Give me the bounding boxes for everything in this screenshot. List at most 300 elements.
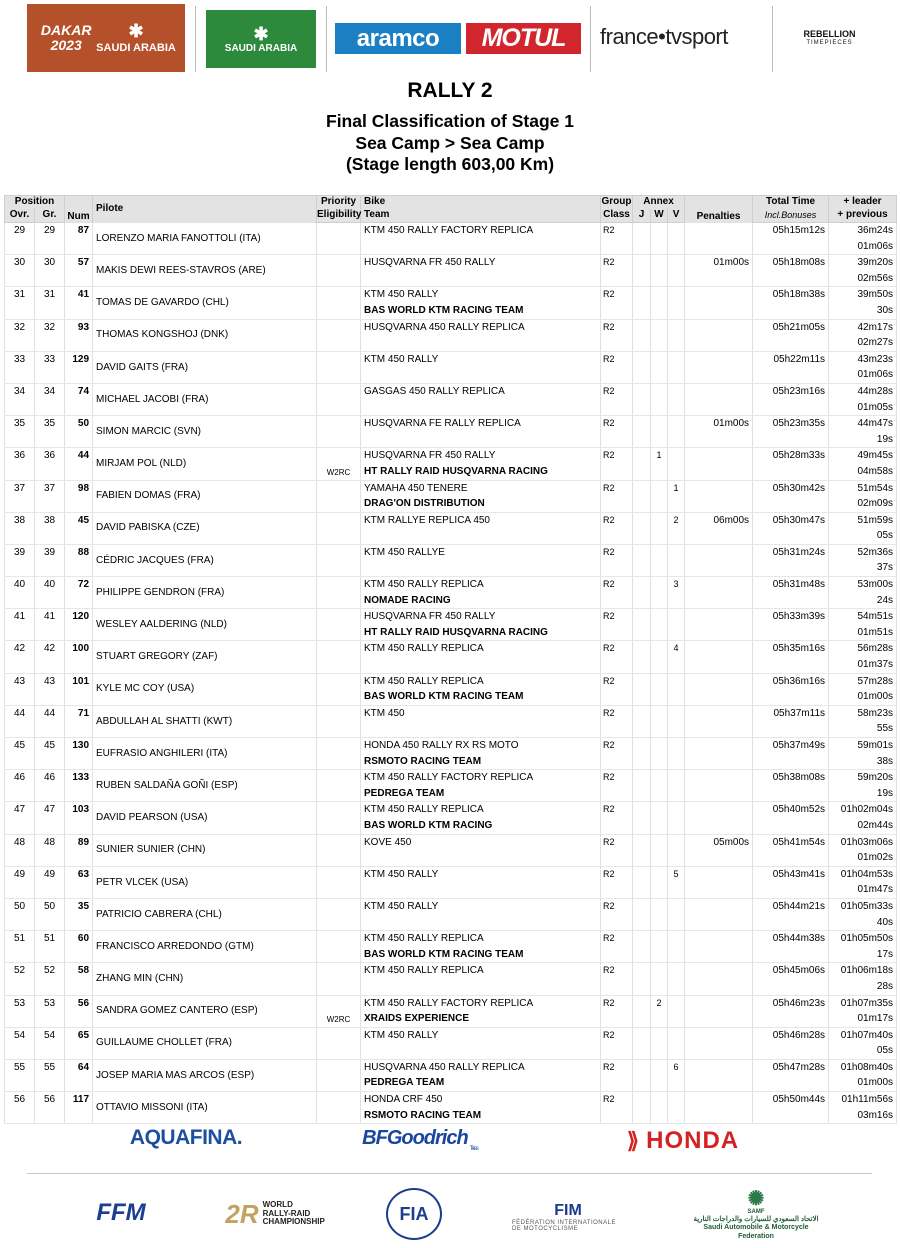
- motul-logo: MOTUL: [466, 23, 581, 54]
- cell-num: 129: [65, 351, 93, 383]
- cell-num: 64: [65, 1059, 93, 1091]
- cell-gr: 46: [35, 770, 65, 802]
- bike-label: KTM 450 RALLY: [364, 289, 439, 301]
- cell-annex-w: [651, 931, 668, 963]
- cell-annex-v: 6: [668, 1059, 685, 1091]
- bike-label: KTM 450 RALLY REPLICA: [364, 965, 484, 977]
- cell-bike-team: [361, 1027, 601, 1059]
- gap-previous: 01m17s: [857, 1013, 894, 1025]
- cell-group: R2: [601, 287, 633, 319]
- gap-previous: 04m58s: [857, 465, 894, 477]
- cell-eligibility: [317, 1092, 361, 1124]
- team-label: BAS WORLD KTM RACING TEAM: [364, 948, 524, 960]
- cell-pilot: FRANCISCO ARREDONDO (GTM): [93, 931, 317, 963]
- gap-previous: 01m06s: [857, 240, 894, 252]
- cell-annex-v: [668, 705, 685, 737]
- logo-divider: [195, 6, 196, 72]
- cell-leader-previous: [829, 1059, 897, 1091]
- col-team: Team: [361, 209, 601, 223]
- table-row: [5, 416, 897, 448]
- cell-annex-w: 1: [651, 448, 668, 480]
- cell-gr: 44: [35, 705, 65, 737]
- cell-bike-team: [361, 512, 601, 544]
- cell-annex-w: [651, 223, 668, 255]
- cell-ovr: 52: [5, 963, 35, 995]
- cell-leader-previous: [829, 898, 897, 930]
- logo-divider: [590, 6, 591, 72]
- cell-num: 41: [65, 287, 93, 319]
- cell-pilot: MICHAEL JACOBI (FRA): [93, 383, 317, 415]
- bike-label: KTM 450 RALLY FACTORY REPLICA: [364, 997, 534, 1009]
- cell-num: 98: [65, 480, 93, 512]
- cell-annex-v: [668, 448, 685, 480]
- cell-bike-team: [361, 1059, 601, 1091]
- cell-eligibility: [317, 512, 361, 544]
- bike-label: KTM 450 RALLY: [364, 353, 439, 365]
- cell-total-time: 05h23m16s: [753, 383, 829, 415]
- cell-ovr: 47: [5, 802, 35, 834]
- table-row: [5, 287, 897, 319]
- cell-pilot: DAVID PABISKA (CZE): [93, 512, 317, 544]
- cell-eligibility: [317, 255, 361, 287]
- gap-previous: 01m05s: [857, 401, 894, 413]
- cell-penalties: [685, 383, 753, 415]
- bike-label: KTM 450 RALLYE: [364, 546, 445, 558]
- gap-leader: 44m47s: [857, 418, 894, 430]
- cell-pilot: GUILLAUME CHOLLET (FRA): [93, 1027, 317, 1059]
- cell-annex-j: [633, 480, 651, 512]
- cell-pilot: PATRICIO CABRERA (CHL): [93, 898, 317, 930]
- cell-num: 93: [65, 319, 93, 351]
- col-gr: Gr.: [35, 209, 65, 223]
- gap-previous: 30s: [876, 304, 894, 316]
- gap-previous: 02m44s: [857, 819, 894, 831]
- cell-penalties: [685, 866, 753, 898]
- team-label: BAS WORLD KTM RACING TEAM: [364, 304, 524, 316]
- cell-eligibility: [317, 898, 361, 930]
- cell-pilot: MIRJAM POL (NLD): [93, 448, 317, 480]
- table-row: [5, 480, 897, 512]
- gap-previous: 24s: [876, 594, 894, 606]
- cell-penalties: [685, 287, 753, 319]
- cell-eligibility: [317, 544, 361, 576]
- cell-group: R2: [601, 898, 633, 930]
- gap-leader: 42m17s: [857, 321, 894, 333]
- cell-leader-previous: [829, 834, 897, 866]
- gap-leader: 58m23s: [857, 707, 894, 719]
- cell-bike-team: [361, 641, 601, 673]
- bike-label: HUSQVARNA 450 RALLY REPLICA: [364, 1061, 525, 1073]
- palm-swords-icon: ✱: [128, 20, 144, 41]
- cell-total-time: 05h47m28s: [753, 1059, 829, 1091]
- cell-group: R2: [601, 512, 633, 544]
- gap-leader: 49m45s: [857, 450, 894, 462]
- cell-annex-j: [633, 738, 651, 770]
- bike-label: KTM 450 RALLY REPLICA: [364, 804, 484, 816]
- cell-annex-v: [668, 416, 685, 448]
- cell-gr: 52: [35, 963, 65, 995]
- gap-leader: 01h02m04s: [840, 804, 894, 816]
- cell-gr: 43: [35, 673, 65, 705]
- cell-ovr: 56: [5, 1092, 35, 1124]
- cell-eligibility: [317, 802, 361, 834]
- cell-pilot: FABIEN DOMAS (FRA): [93, 480, 317, 512]
- classification-table: [4, 195, 897, 1124]
- cell-num: 58: [65, 963, 93, 995]
- cell-total-time: 05h30m47s: [753, 512, 829, 544]
- table-row: [5, 802, 897, 834]
- gap-previous: 01m37s: [857, 659, 894, 671]
- cell-ovr: 30: [5, 255, 35, 287]
- cell-total-time: 05h43m41s: [753, 866, 829, 898]
- cell-bike-team: [361, 319, 601, 351]
- bike-label: KTM RALLYE REPLICA 450: [364, 514, 490, 526]
- cell-pilot: JOSEP MARIA MAS ARCOS (ESP): [93, 1059, 317, 1091]
- gap-previous: 01m02s: [857, 852, 894, 864]
- team-label: PEDREGA TEAM: [364, 787, 445, 799]
- table-body: [5, 223, 897, 1124]
- gap-previous: 40s: [876, 916, 894, 928]
- cell-eligibility: [317, 223, 361, 255]
- cell-penalties: [685, 770, 753, 802]
- cell-ovr: 50: [5, 898, 35, 930]
- cell-leader-previous: [829, 802, 897, 834]
- cell-num: 89: [65, 834, 93, 866]
- cell-penalties: [685, 351, 753, 383]
- cell-total-time: 05h21m05s: [753, 319, 829, 351]
- cell-leader-previous: [829, 1092, 897, 1124]
- bike-label: KTM 450: [364, 707, 405, 719]
- team-label: BAS WORLD KTM RACING: [364, 819, 493, 831]
- cell-annex-v: [668, 673, 685, 705]
- aramco-logo: aramco: [335, 23, 461, 54]
- cell-total-time: 05h31m24s: [753, 544, 829, 576]
- gap-previous: 17s: [876, 948, 894, 960]
- cell-eligibility: [317, 1027, 361, 1059]
- cell-num: 71: [65, 705, 93, 737]
- cell-pilot: PETR VLCEK (USA): [93, 866, 317, 898]
- col-w: W: [651, 209, 668, 223]
- cell-gr: 48: [35, 834, 65, 866]
- cell-pilot: MAKIS DEWI REES-STAVROS (ARE): [93, 255, 317, 287]
- team-label: RSMOTO RACING TEAM: [364, 1109, 482, 1121]
- cell-annex-v: [668, 802, 685, 834]
- cell-ovr: 29: [5, 223, 35, 255]
- cell-group: R2: [601, 577, 633, 609]
- gap-leader: 01h05m50s: [840, 933, 894, 945]
- col-class: Class: [601, 209, 633, 223]
- samf-seal-icon: ✺: [747, 1187, 765, 1210]
- cell-group: R2: [601, 995, 633, 1027]
- cell-eligibility: [317, 738, 361, 770]
- gap-previous: 37s: [876, 562, 894, 574]
- col-total-time: Total Time: [753, 196, 829, 209]
- cell-penalties: [685, 738, 753, 770]
- cell-bike-team: [361, 609, 601, 641]
- cell-bike-team: [361, 705, 601, 737]
- gap-previous: 01m06s: [857, 369, 894, 381]
- cell-penalties: [685, 931, 753, 963]
- table-row: [5, 770, 897, 802]
- team-label: XRAIDS EXPERIENCE: [364, 1013, 470, 1025]
- dakar-saudi-arabia-logo: [27, 4, 185, 72]
- cell-bike-team: [361, 416, 601, 448]
- title-block: [0, 78, 900, 176]
- cell-penalties: [685, 641, 753, 673]
- cell-annex-w: [651, 1092, 668, 1124]
- bike-label: KTM 450 RALLY REPLICA: [364, 933, 484, 945]
- cell-pilot: SUNIER SUNIER (CHN): [93, 834, 317, 866]
- cell-annex-j: [633, 512, 651, 544]
- team-label: HT RALLY RAID HUSQVARNA RACING: [364, 626, 548, 638]
- cell-penalties: [685, 544, 753, 576]
- cell-ovr: 43: [5, 673, 35, 705]
- gap-leader: 01h07m35s: [840, 997, 894, 1009]
- table-row: [5, 544, 897, 576]
- cell-annex-v: [668, 383, 685, 415]
- cell-ovr: 40: [5, 577, 35, 609]
- cell-gr: 33: [35, 351, 65, 383]
- bike-label: HUSQVARNA FR 450 RALLY: [364, 450, 496, 462]
- gap-previous: 05s: [876, 530, 894, 542]
- cell-pilot: OTTAVIO MISSONI (ITA): [93, 1092, 317, 1124]
- cell-eligibility: [317, 351, 361, 383]
- cell-group: R2: [601, 1027, 633, 1059]
- cell-num: 103: [65, 802, 93, 834]
- cell-annex-j: [633, 770, 651, 802]
- gap-leader: 01h04m53s: [840, 868, 894, 880]
- cell-group: R2: [601, 319, 633, 351]
- gap-previous: 02m56s: [857, 272, 894, 284]
- cell-annex-j: [633, 609, 651, 641]
- cell-total-time: 05h15m12s: [753, 223, 829, 255]
- samf-logo: ✺ SAMF الاتحاد السعودي للسيارات والدراجات النارية Saudi Automobile & Motorcycle Federation: [693, 1187, 819, 1240]
- gap-leader: 43m23s: [857, 353, 894, 365]
- cell-annex-w: [651, 802, 668, 834]
- cell-pilot: RUBEN SALDAÑA GOÑI (ESP): [93, 770, 317, 802]
- cell-ovr: 32: [5, 319, 35, 351]
- bike-label: GASGAS 450 RALLY REPLICA: [364, 385, 505, 397]
- cell-num: 44: [65, 448, 93, 480]
- cell-num: 117: [65, 1092, 93, 1124]
- table-row: [5, 673, 897, 705]
- col-pilote: Pilote: [93, 196, 317, 223]
- cell-penalties: [685, 319, 753, 351]
- rebellion-logo: REBELLION TIMEPIECES: [803, 29, 856, 46]
- cell-annex-j: [633, 995, 651, 1027]
- gap-previous: 19s: [876, 433, 894, 445]
- cell-penalties: 06m00s: [685, 512, 753, 544]
- cell-num: 100: [65, 641, 93, 673]
- cell-group: R2: [601, 351, 633, 383]
- cell-annex-w: [651, 319, 668, 351]
- cell-leader-previous: [829, 287, 897, 319]
- gap-leader: 53m00s: [857, 579, 894, 591]
- cell-total-time: 05h30m42s: [753, 480, 829, 512]
- cell-annex-w: [651, 834, 668, 866]
- cell-eligibility: [317, 383, 361, 415]
- cell-annex-j: [633, 255, 651, 287]
- cell-total-time: 05h37m49s: [753, 738, 829, 770]
- cell-gr: 40: [35, 577, 65, 609]
- cell-ovr: 34: [5, 383, 35, 415]
- cell-num: 35: [65, 898, 93, 930]
- table-row: [5, 1059, 897, 1091]
- cell-annex-j: [633, 1059, 651, 1091]
- cell-pilot: ZHANG MIN (CHN): [93, 963, 317, 995]
- cell-bike-team: [361, 544, 601, 576]
- cell-annex-w: [651, 1059, 668, 1091]
- cell-penalties: [685, 705, 753, 737]
- cell-leader-previous: [829, 995, 897, 1027]
- cell-annex-v: 1: [668, 480, 685, 512]
- cell-group: R2: [601, 544, 633, 576]
- col-j: J: [633, 209, 651, 223]
- cell-leader-previous: [829, 673, 897, 705]
- cell-annex-v: [668, 255, 685, 287]
- cell-leader-previous: [829, 223, 897, 255]
- gap-leader: 54m51s: [857, 611, 894, 623]
- table-row: [5, 1092, 897, 1124]
- cell-penalties: [685, 1092, 753, 1124]
- bike-label: HONDA 450 RALLY RX RS MOTO: [364, 740, 519, 751]
- gap-leader: 44m28s: [857, 385, 894, 397]
- table-row: [5, 641, 897, 673]
- cell-annex-w: [651, 609, 668, 641]
- cell-num: 56: [65, 995, 93, 1027]
- cell-annex-w: [651, 255, 668, 287]
- cell-num: 87: [65, 223, 93, 255]
- cell-leader-previous: [829, 512, 897, 544]
- cell-leader-previous: [829, 319, 897, 351]
- cell-annex-w: [651, 866, 668, 898]
- cell-bike-team: [361, 738, 601, 770]
- cell-annex-j: [633, 287, 651, 319]
- cell-ovr: 49: [5, 866, 35, 898]
- table-row: [5, 963, 897, 995]
- cell-ovr: 41: [5, 609, 35, 641]
- cell-group: R2: [601, 255, 633, 287]
- col-previous: + previous: [829, 209, 897, 223]
- cell-bike-team: [361, 351, 601, 383]
- cell-leader-previous: [829, 480, 897, 512]
- cell-total-time: 05h23m35s: [753, 416, 829, 448]
- cell-annex-w: [651, 544, 668, 576]
- cell-num: 72: [65, 577, 93, 609]
- cell-total-time: 05h31m48s: [753, 577, 829, 609]
- cell-penalties: [685, 480, 753, 512]
- gap-leader: 01h06m18s: [840, 965, 894, 977]
- cell-annex-v: 5: [668, 866, 685, 898]
- cell-group: R2: [601, 448, 633, 480]
- cell-pilot: WESLEY AALDERING (NLD): [93, 609, 317, 641]
- logo-divider: [326, 6, 327, 72]
- table-row: [5, 319, 897, 351]
- cell-annex-j: [633, 223, 651, 255]
- category-title: RALLY 2: [407, 79, 493, 102]
- cell-bike-team: [361, 673, 601, 705]
- cell-annex-j: [633, 577, 651, 609]
- cell-pilot: SIMON MARCIC (SVN): [93, 416, 317, 448]
- cell-total-time: 05h18m38s: [753, 287, 829, 319]
- saudi-arabia-logo: ✱ SAUDI ARABIA: [206, 10, 316, 68]
- cell-bike-team: [361, 802, 601, 834]
- bike-label: HONDA CRF 450: [364, 1094, 443, 1106]
- cell-gr: 32: [35, 319, 65, 351]
- cell-leader-previous: [829, 738, 897, 770]
- cell-gr: 51: [35, 931, 65, 963]
- cell-annex-j: [633, 641, 651, 673]
- table-row: [5, 738, 897, 770]
- cell-penalties: 05m00s: [685, 834, 753, 866]
- cell-eligibility: [317, 931, 361, 963]
- cell-penalties: [685, 1027, 753, 1059]
- cell-pilot: ABDULLAH AL SHATTI (KWT): [93, 705, 317, 737]
- bike-label: HUSQVARNA 450 RALLY REPLICA: [364, 321, 525, 333]
- cell-annex-j: [633, 705, 651, 737]
- cell-annex-v: [668, 609, 685, 641]
- cell-gr: 45: [35, 738, 65, 770]
- cell-group: R2: [601, 1092, 633, 1124]
- cell-pilot: LORENZO MARIA FANOTTOLI (ITA): [93, 223, 317, 255]
- gap-previous: 01m00s: [857, 1077, 894, 1089]
- cell-total-time: 05h50m44s: [753, 1092, 829, 1124]
- gap-leader: 57m28s: [857, 675, 894, 687]
- gap-leader: 01h11m56s: [841, 1094, 894, 1106]
- classification-title: Final Classification of Stage 1: [326, 111, 574, 131]
- cell-annex-v: [668, 963, 685, 995]
- cell-num: 74: [65, 383, 93, 415]
- cell-leader-previous: [829, 770, 897, 802]
- cell-annex-j: [633, 963, 651, 995]
- cell-eligibility: [317, 416, 361, 448]
- cell-annex-v: [668, 898, 685, 930]
- cell-gr: 35: [35, 416, 65, 448]
- team-label: BAS WORLD KTM RACING TEAM: [364, 691, 524, 703]
- cell-ovr: 35: [5, 416, 35, 448]
- cell-annex-w: [651, 641, 668, 673]
- table-row: [5, 577, 897, 609]
- cell-group: R2: [601, 416, 633, 448]
- footer-divider: [27, 1173, 872, 1174]
- cell-bike-team: [361, 898, 601, 930]
- col-bike: Bike: [361, 196, 601, 209]
- cell-annex-w: [651, 673, 668, 705]
- gap-leader: 56m28s: [857, 643, 894, 655]
- cell-pilot: DAVID GAITS (FRA): [93, 351, 317, 383]
- cell-total-time: 05h22m11s: [753, 351, 829, 383]
- cell-total-time: 05h46m23s: [753, 995, 829, 1027]
- gap-leader: 59m01s: [857, 740, 894, 751]
- gap-previous: 01m00s: [857, 691, 894, 703]
- col-v: V: [668, 209, 685, 223]
- cell-eligibility: [317, 319, 361, 351]
- cell-annex-w: [651, 1027, 668, 1059]
- gap-leader: 01h07m40s: [840, 1029, 894, 1041]
- cell-eligibility: [317, 1059, 361, 1091]
- cell-num: 57: [65, 255, 93, 287]
- cell-leader-previous: [829, 609, 897, 641]
- cell-eligibility: [317, 866, 361, 898]
- cell-leader-previous: [829, 448, 897, 480]
- cell-gr: 54: [35, 1027, 65, 1059]
- cell-bike-team: [361, 834, 601, 866]
- cell-total-time: 05h37m11s: [753, 705, 829, 737]
- cell-penalties: [685, 1059, 753, 1091]
- cell-annex-j: [633, 416, 651, 448]
- cell-eligibility: [317, 609, 361, 641]
- gap-previous: 02m09s: [857, 498, 894, 510]
